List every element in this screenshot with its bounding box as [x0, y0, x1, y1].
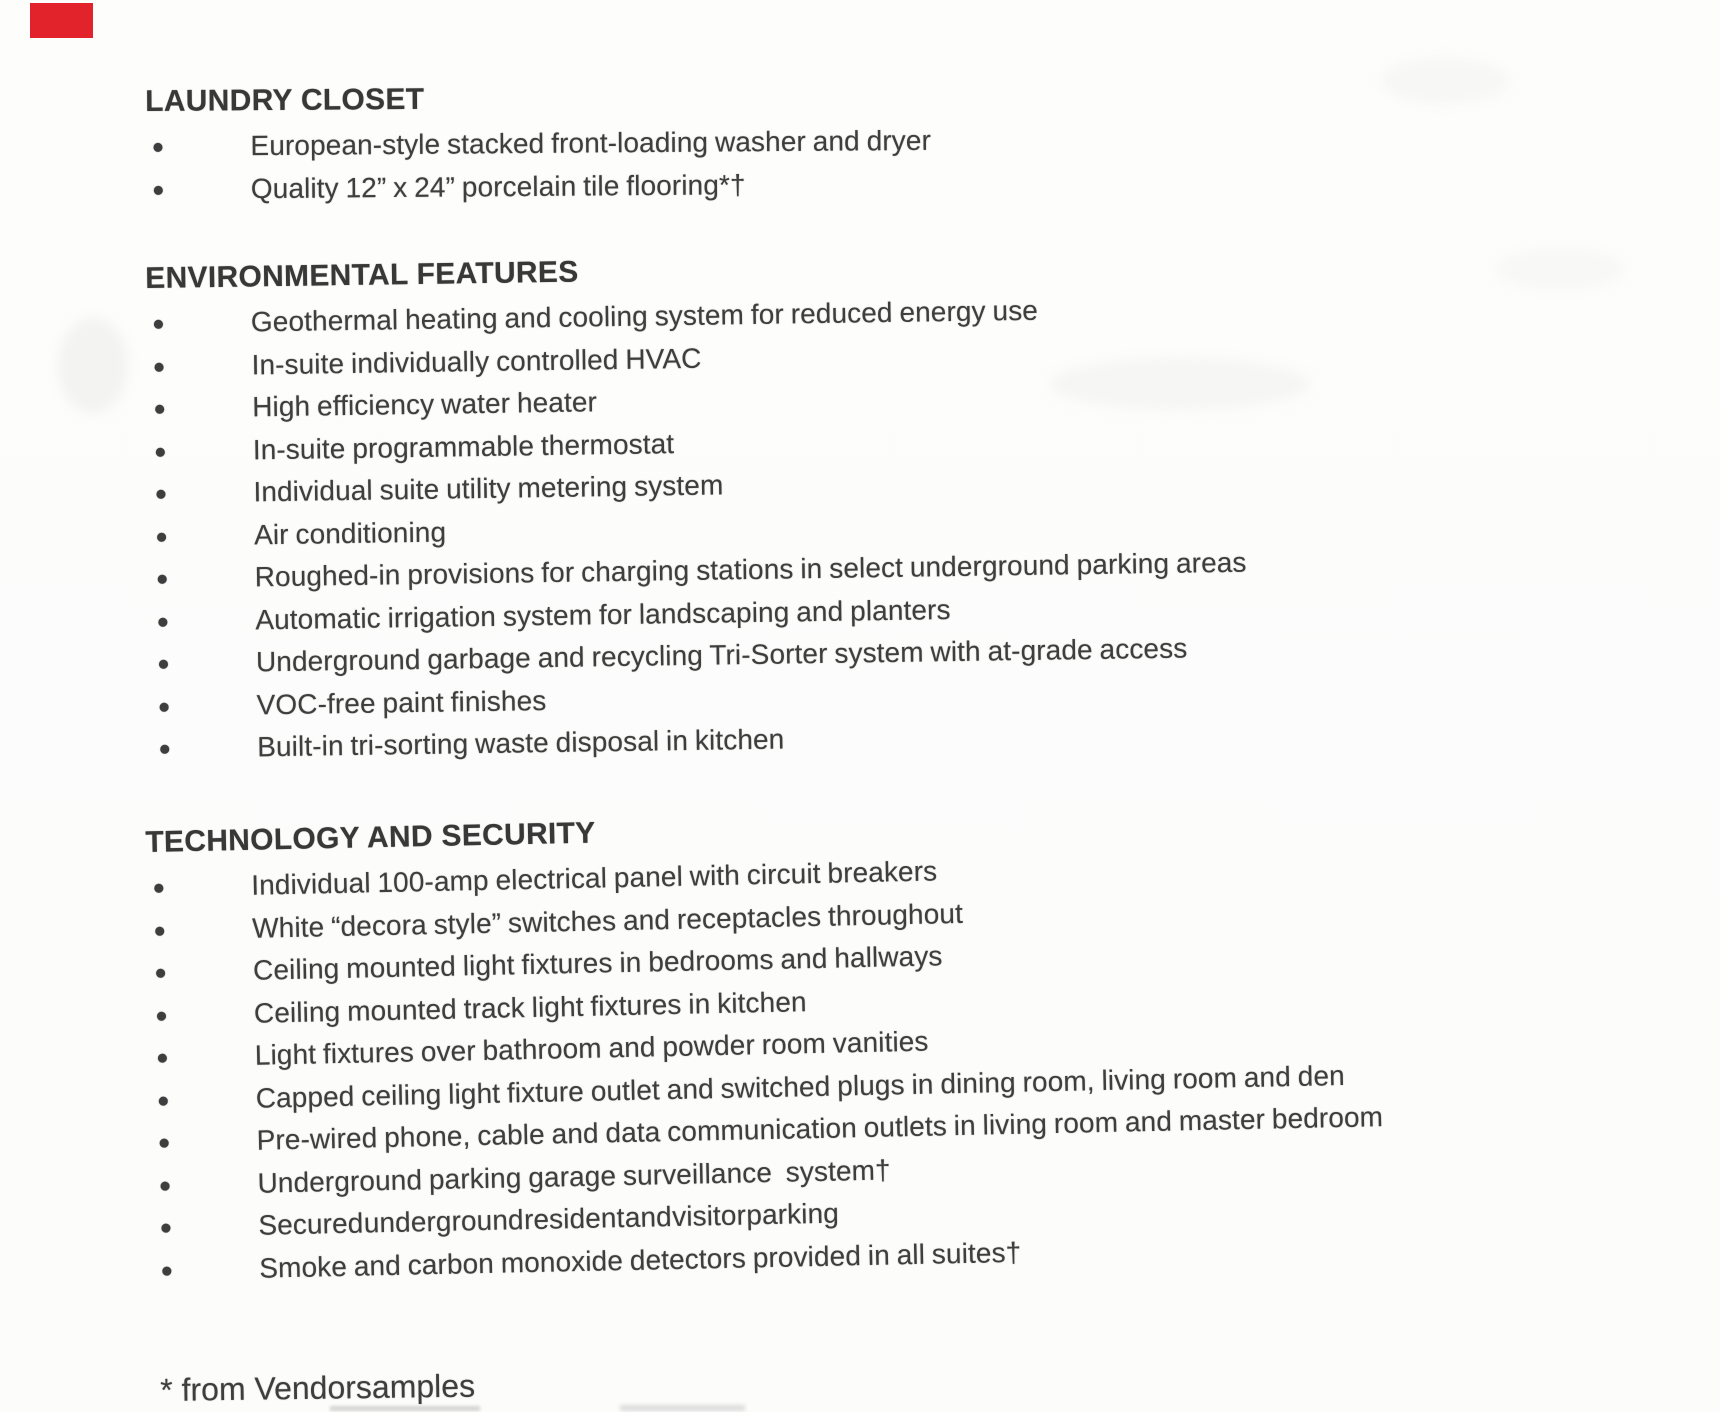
- bullet-icon: [155, 362, 164, 371]
- feature-text: Underground garbage and recycling Tri-Sorter system with at-grade access: [255, 632, 1188, 678]
- feature-text: Pre-wired phone, cable and data communication outlets in living room and master bedroom: [256, 1100, 1384, 1156]
- bullet-icon: [156, 968, 165, 977]
- bullet-icon: [159, 1096, 168, 1105]
- bullet-icon: [161, 1223, 170, 1232]
- bullet-icon: [160, 1181, 169, 1190]
- feature-text: Capped ceiling light fixture outlet and switched plugs in dining room, living room and den: [255, 1058, 1346, 1113]
- feature-text: Automatic irrigation system for landscaping and planters: [255, 593, 951, 635]
- feature-text: European-style stacked front-loading washer and dryer: [250, 124, 932, 162]
- feature-text: Individual 100-amp electrical panel with circuit breakers: [250, 854, 938, 901]
- feature-text: In-suite programmable thermostat: [252, 427, 675, 465]
- feature-text: Secured underground resident and visitor parking: [258, 1197, 840, 1241]
- footnote-text: * from Vendorsamples: [160, 1367, 476, 1408]
- feature-text: High efficiency water heater: [251, 386, 598, 423]
- bullet-icon: [160, 745, 169, 754]
- feature-text: Individual suite utility metering system: [253, 469, 724, 508]
- feature-text: Light fixtures over bathroom and powder room vanities: [254, 1025, 929, 1071]
- bullet-icon: [158, 617, 167, 626]
- bullet-icon: [158, 575, 167, 584]
- feature-text: VOC-free paint finishes: [256, 684, 547, 720]
- feature-text: Built-in tri-sorting waste disposal in kitchen: [256, 723, 785, 763]
- bullet-icon: [160, 1138, 169, 1147]
- feature-text: Smoke and carbon monoxide detectors provided in all suites†: [258, 1235, 1022, 1283]
- bullet-icon: [155, 926, 164, 935]
- feature-list: [146, 835, 1675, 1292]
- bullet-icon: [153, 143, 162, 152]
- bullet-icon: [156, 490, 165, 499]
- section-technology-and-security: [145, 793, 1674, 1292]
- section-heading: LAUNDRY CLOSET: [145, 82, 425, 118]
- scan-blotch: [58, 318, 128, 413]
- bullet-icon: [154, 320, 163, 329]
- scan-smudge: [620, 1405, 745, 1411]
- section-environmental-features: [145, 238, 1672, 770]
- document-body: [145, 84, 1665, 1292]
- feature-text: Ceiling mounted light fixtures in bedrooms and hallways: [252, 939, 943, 986]
- section-heading: TECHNOLOGY AND SECURITY: [145, 816, 596, 859]
- feature-list: [146, 280, 1673, 770]
- bullet-icon: [155, 405, 164, 414]
- feature-text: In-suite individually controlled HVAC: [251, 342, 702, 380]
- feature-text: Air conditioning: [253, 516, 447, 550]
- feature-text: Underground parking garage surveillance system†: [257, 1153, 891, 1198]
- feature-text: Roughed-in provisions for charging stations in select underground parking areas: [254, 546, 1247, 593]
- bullet-icon: [157, 532, 166, 541]
- section-heading: ENVIRONMENTAL FEATURES: [145, 255, 579, 295]
- bullet-icon: [160, 702, 169, 711]
- scan-smudge: [330, 1406, 480, 1411]
- bullet-icon: [159, 660, 168, 669]
- bullet-icon: [157, 1011, 166, 1020]
- bullet-icon: [158, 1053, 167, 1062]
- feature-text: White “decora style” switches and receptacles throughout: [251, 896, 964, 943]
- feature-text: Geothermal heating and cooling system for reduced energy use: [250, 294, 1039, 338]
- section-laundry-closet: [145, 72, 1666, 211]
- feature-list: [145, 114, 1666, 211]
- red-mark: [30, 3, 93, 38]
- bullet-icon: [162, 1266, 171, 1275]
- bullet-icon: [154, 185, 163, 194]
- feature-text: Quality 12” x 24” porcelain tile flooring*†: [250, 168, 746, 204]
- bullet-icon: [154, 883, 163, 892]
- bullet-icon: [156, 447, 165, 456]
- feature-text: Ceiling mounted track light fixtures in kitchen: [253, 985, 807, 1028]
